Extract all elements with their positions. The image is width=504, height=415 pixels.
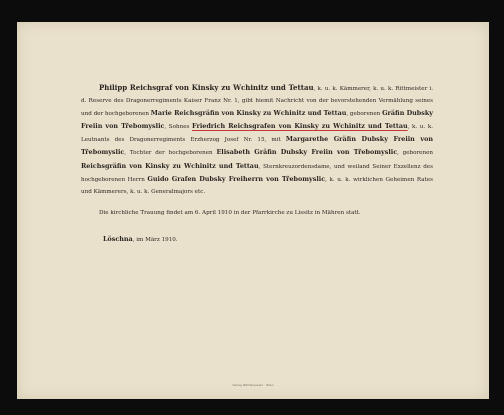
date-text: , im März 1910. (132, 236, 178, 243)
printer-imprint: Verlag Wallishausser · Wien (232, 384, 274, 387)
main-paragraph (81, 82, 433, 198)
text-segment: , k. u. k. wirklichen Geheimen Rates und Kämmerers, k. u. k. Generalmajors etc. (81, 176, 433, 195)
bride-mother-maiden-name: Reichsgräfin von Kinsky zu Wchinitz und Tettau (81, 161, 259, 170)
text-segment: , Sohnes (164, 124, 193, 131)
bride-name: Margarethe Gräfin Dubsky Freiin von Třebomyslic (81, 135, 433, 157)
bride-father-name: Guido Grafen Dubsky Freiherrn von Třebomyslic (147, 174, 326, 183)
text-segment: , Tochter der hochgeborenen (124, 150, 217, 157)
wedding-paragraph: Die kirchliche Trauung findet am 6. April 1910 in der Pfarrkirche zu Lissitz in Mähren statt. (99, 209, 361, 216)
mother-name: Marie Reichsgräfin von Kinsky zu Wchinitz und Tettau (150, 109, 347, 118)
place-date-line (103, 233, 433, 246)
groom-name: Friedrich Reichsgrafen von Kinsky zu Wchinitz und Tettau (192, 122, 408, 131)
paper-sheet (17, 22, 489, 399)
text-segment: , k. u. k. Kämmerer, k. u. k. Rittmeister i. d. Reserve des Dragonerregiments Kaiser Franz Nr. 1, gibt hiemit Nachricht von der bevorstehenden Vermählung seines und der hochgeborenen (81, 86, 433, 118)
father-name: Philipp Reichsgraf von Kinsky zu Wchinitz und Tettau (99, 83, 314, 92)
bride-mother-name: Elisabeth Gräfin Dubsky Freiin von Třebomyslic (216, 148, 398, 157)
text-segment: , geborenen (346, 111, 383, 118)
text-segment: , k. u. k. Leutnants des Dragonerregiments Erzherzog Josef Nr. 15, mit (81, 124, 433, 144)
text-segment: , Sternkreuzordensdame, und weiland Seiner Exzellenz des hochgeborenen Herrn (81, 163, 433, 183)
announcement-text (81, 82, 433, 246)
mother-maiden-name: Gräfin Dubsky Freiin von Třebomyslic (81, 109, 433, 131)
place-name: Löschna (103, 234, 133, 243)
text-segment: , geborenen (397, 150, 433, 157)
